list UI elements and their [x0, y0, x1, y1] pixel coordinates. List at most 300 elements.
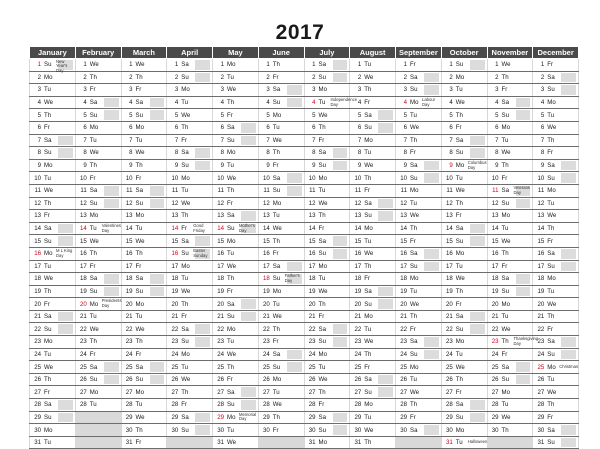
- day-of-week: Mo: [44, 426, 53, 434]
- day-cell: [30, 134, 76, 147]
- day-cell: [441, 134, 487, 147]
- day-cell: [121, 59, 167, 72]
- day-cell-content: [76, 323, 121, 335]
- day-cell: [441, 147, 487, 160]
- day-cell: [396, 273, 442, 286]
- day-cell: [304, 71, 350, 84]
- day-cell-content: [76, 286, 121, 298]
- day-number: 6: [540, 124, 545, 132]
- day-cell-content: [533, 248, 578, 260]
- day-cell-content: [396, 59, 441, 71]
- day-of-week: Th: [455, 199, 463, 207]
- day-cell: [350, 172, 396, 185]
- day-of-week: Sa: [44, 313, 52, 321]
- day-cell-content: [167, 336, 212, 348]
- day-of-week: Su: [501, 287, 509, 295]
- day-number: 27: [262, 388, 270, 396]
- day-cell-content: [213, 97, 258, 109]
- day-cell-content: [259, 210, 304, 222]
- day-cell-content: [259, 273, 304, 285]
- day-number: 5: [403, 111, 407, 119]
- day-number: 4: [312, 99, 316, 107]
- day-cell: [75, 323, 121, 336]
- empty-day-cell: [75, 424, 121, 437]
- day-number: 1: [266, 61, 270, 69]
- day-number: 30: [354, 426, 362, 434]
- day-cell-content: [122, 336, 167, 348]
- day-cell: [75, 147, 121, 160]
- day-cell: [30, 96, 76, 109]
- day-number: 7: [220, 136, 224, 144]
- day-cell-content: [122, 323, 167, 335]
- day-cell: [121, 96, 167, 109]
- day-number: 12: [171, 199, 179, 207]
- day-of-week: Su: [135, 199, 143, 207]
- day-cell-content: [213, 59, 258, 71]
- day-of-week: Sa: [318, 237, 326, 245]
- day-cell: [75, 96, 121, 109]
- day-of-week: Th: [135, 73, 143, 81]
- day-cell-content: [442, 386, 487, 398]
- day-cell: [304, 96, 358, 109]
- day-of-week: Th: [272, 325, 280, 333]
- day-of-week: Mo: [318, 86, 327, 94]
- day-of-week: Tu: [410, 287, 417, 295]
- day-cell: [30, 273, 76, 286]
- day-cell: [258, 84, 304, 97]
- day-cell: [441, 411, 487, 424]
- day-of-week: Fr: [410, 325, 416, 333]
- day-of-week: Tu: [181, 363, 189, 371]
- day-cell: [533, 436, 579, 449]
- day-cell: [121, 71, 167, 84]
- day-number: 3: [495, 86, 499, 94]
- day-row: [30, 247, 579, 260]
- holiday-label: Memorial Day: [239, 411, 257, 422]
- day-cell: [213, 134, 259, 147]
- day-number: 3: [83, 86, 87, 94]
- day-cell: [396, 210, 442, 223]
- day-cell-content: [442, 59, 487, 71]
- day-cell: [304, 184, 350, 197]
- day-cell: [121, 121, 167, 134]
- day-cell-content: [76, 72, 121, 84]
- day-number: 7: [129, 136, 133, 144]
- day-of-week: Fr: [135, 174, 142, 182]
- day-of-week: We: [181, 199, 191, 207]
- day-of-week: Fr: [272, 426, 279, 434]
- day-number: 20: [125, 300, 133, 308]
- day-of-week: We: [272, 136, 282, 144]
- day-number: 26: [171, 376, 179, 384]
- day-number: 23: [217, 338, 224, 346]
- day-number: 15: [491, 237, 499, 245]
- day-cell-content: [259, 311, 304, 323]
- day-number: 4: [403, 99, 407, 107]
- day-number: 14: [537, 225, 545, 233]
- day-of-week: We: [272, 401, 282, 409]
- day-cell-content: [396, 223, 441, 235]
- day-number: 29: [217, 413, 224, 421]
- day-number: 8: [495, 149, 499, 157]
- day-number: 18: [354, 275, 362, 283]
- day-of-week: Su: [455, 61, 464, 69]
- day-cell-content: [488, 109, 533, 121]
- day-number: 2: [220, 73, 224, 81]
- day-cell: [30, 424, 76, 437]
- day-cell: [396, 361, 442, 374]
- day-number: 26: [445, 376, 453, 384]
- day-of-week: Th: [44, 376, 52, 384]
- day-cell-content: [305, 412, 350, 424]
- day-cell: [396, 298, 442, 311]
- day-cell: [441, 210, 487, 223]
- day-cell-content: [488, 97, 533, 109]
- day-of-week: Th: [227, 99, 235, 107]
- day-number: 3: [174, 86, 179, 94]
- day-cell: [121, 436, 167, 449]
- day-number: 18: [217, 275, 224, 283]
- day-number: 13: [400, 212, 407, 220]
- day-cell: [258, 59, 304, 72]
- day-cell: [487, 310, 533, 323]
- day-of-week: Sa: [410, 162, 418, 170]
- day-cell: [441, 247, 487, 260]
- day-number: 18: [308, 275, 316, 283]
- day-of-week: Sa: [547, 250, 555, 258]
- day-of-week: Fr: [318, 136, 325, 144]
- day-cell: [30, 285, 76, 298]
- day-cell-content: [167, 198, 212, 210]
- day-number: 28: [79, 401, 87, 409]
- day-cell-content: [30, 437, 75, 449]
- day-of-week: Mo: [501, 212, 510, 220]
- day-cell: [167, 399, 213, 412]
- day-cell: [533, 109, 579, 122]
- day-of-week: We: [89, 325, 99, 333]
- day-of-week: Sa: [547, 73, 555, 81]
- day-number: 23: [400, 338, 407, 346]
- day-cell: [121, 159, 167, 172]
- day-cell: [487, 71, 533, 84]
- day-cell-content: [259, 336, 304, 348]
- day-cell-content: [488, 223, 533, 235]
- day-number: 12: [491, 199, 499, 207]
- holiday-label: Columbus Day: [467, 159, 487, 170]
- month-header-january: January: [30, 47, 76, 59]
- day-cell-content: [350, 84, 395, 96]
- day-cell: [487, 373, 533, 386]
- day-of-week: We: [547, 212, 557, 220]
- day-of-week: Su: [410, 174, 418, 182]
- day-cell-content: [396, 286, 441, 298]
- day-number: 6: [495, 124, 499, 132]
- day-of-week: Th: [227, 187, 235, 195]
- day-of-week: Tu: [410, 199, 417, 207]
- day-cell-content: [76, 336, 121, 348]
- day-of-week: Su: [227, 225, 235, 233]
- day-cell: [304, 121, 350, 134]
- day-number: 1: [540, 61, 545, 69]
- day-cell: [167, 222, 213, 235]
- day-cell-content: [488, 261, 533, 273]
- day-number: 14: [262, 225, 270, 233]
- day-of-week: Su: [501, 111, 509, 119]
- day-cell-content: [396, 135, 441, 147]
- day-number: 13: [217, 212, 224, 220]
- day-number: 21: [262, 313, 270, 321]
- day-cell: [167, 310, 213, 323]
- day-number: 3: [220, 86, 224, 94]
- day-cell: [350, 323, 396, 336]
- day-cell-content: [396, 298, 441, 310]
- day-cell: [258, 310, 304, 323]
- day-cell: [487, 348, 533, 361]
- day-number: 24: [354, 350, 362, 358]
- day-of-week: Fr: [318, 225, 325, 233]
- day-number: 16: [171, 250, 179, 258]
- day-of-week: Tu: [547, 376, 555, 384]
- day-number: 22: [354, 325, 362, 333]
- day-cell-content: [213, 412, 258, 424]
- day-number: 17: [354, 262, 362, 270]
- day-cell: [213, 222, 259, 235]
- day-number: 11: [171, 187, 179, 195]
- empty-day-cell: [75, 411, 121, 424]
- day-cell: [533, 298, 579, 311]
- day-of-week: Fr: [547, 61, 554, 69]
- day-number: 15: [125, 237, 133, 245]
- day-number: 5: [540, 111, 545, 119]
- day-cell-content: [213, 399, 258, 411]
- day-cell: [441, 260, 487, 273]
- day-number: 6: [312, 124, 316, 132]
- day-cell: [441, 298, 487, 311]
- day-number: 22: [400, 325, 407, 333]
- day-cell-content: [259, 361, 304, 373]
- day-number: 7: [540, 136, 545, 144]
- day-number: 20: [445, 300, 453, 308]
- day-cell: [167, 159, 213, 172]
- day-cell: [487, 121, 533, 134]
- day-cell-content: [533, 59, 578, 71]
- day-cell: [258, 222, 304, 235]
- day-row: [30, 84, 579, 97]
- day-of-week: We: [364, 250, 374, 258]
- day-of-week: Tu: [89, 313, 97, 321]
- day-cell-content: [122, 160, 167, 172]
- day-of-week: Tu: [272, 388, 280, 396]
- day-cell: [167, 411, 213, 424]
- day-cell-content: [533, 399, 578, 411]
- day-of-week: Su: [272, 187, 281, 195]
- day-of-week: Su: [227, 401, 235, 409]
- day-number: 10: [308, 174, 316, 182]
- day-number: 8: [449, 149, 453, 157]
- day-of-week: Su: [318, 338, 326, 346]
- day-number: 6: [357, 124, 362, 132]
- day-cell: [30, 71, 76, 84]
- day-number: 17: [217, 262, 224, 270]
- day-row: [30, 109, 579, 122]
- day-of-week: Su: [44, 325, 52, 333]
- day-of-week: Fr: [44, 124, 50, 132]
- holiday-label: Mother's Day: [239, 222, 255, 233]
- day-cell: [258, 260, 304, 273]
- day-cell-content: [167, 135, 212, 147]
- day-of-week: Fr: [501, 350, 508, 358]
- day-number: 21: [34, 313, 41, 321]
- day-cell-content: [122, 273, 167, 285]
- day-of-week: Mo: [455, 426, 465, 434]
- day-cell: [75, 348, 121, 361]
- day-cell: [30, 84, 76, 97]
- day-cell-content: [488, 172, 533, 184]
- day-cell: [304, 361, 350, 374]
- day-cell: [121, 197, 167, 210]
- day-cell-content: [442, 147, 487, 159]
- day-row: [30, 59, 579, 72]
- day-cell: [441, 336, 487, 349]
- day-number: 27: [34, 388, 41, 396]
- day-number: 27: [217, 388, 224, 396]
- day-row: [30, 361, 579, 374]
- day-cell-content: [396, 147, 441, 159]
- day-number: 26: [308, 376, 316, 384]
- day-of-week: Tu: [89, 401, 97, 409]
- day-cell: [304, 260, 350, 273]
- day-cell: [533, 285, 579, 298]
- day-cell: [533, 134, 579, 147]
- day-cell: [121, 222, 167, 235]
- day-number: 23: [354, 338, 362, 346]
- day-number: 27: [400, 388, 407, 396]
- day-cell-content: [213, 273, 258, 285]
- day-of-week: Th: [410, 136, 418, 144]
- day-number: 4: [449, 99, 453, 107]
- day-row: [30, 210, 579, 223]
- day-number: 24: [125, 350, 133, 358]
- day-of-week: Tu: [135, 225, 143, 233]
- day-of-week: Su: [501, 376, 509, 384]
- day-cell-content: [305, 122, 350, 134]
- day-number: 30: [491, 426, 499, 434]
- day-number: 19: [491, 287, 499, 295]
- day-of-week: Fr: [455, 124, 462, 132]
- day-of-week: We: [318, 287, 328, 295]
- day-number: 24: [79, 350, 87, 358]
- day-number: 10: [445, 174, 453, 182]
- day-number: 13: [537, 212, 545, 220]
- day-of-week: Tu: [181, 275, 189, 283]
- day-cell-content: [350, 59, 395, 71]
- day-cell: [258, 348, 304, 361]
- day-cell: [350, 134, 396, 147]
- day-of-week: Fr: [44, 300, 50, 308]
- day-number: 25: [308, 363, 316, 371]
- day-cell-content: [122, 399, 167, 411]
- day-of-week: Su: [410, 350, 418, 358]
- day-cell-content: [167, 273, 212, 285]
- day-cell-content: [213, 424, 258, 436]
- day-cell: [533, 235, 579, 248]
- day-cell: [350, 285, 396, 298]
- day-number: 11: [492, 187, 499, 195]
- day-cell-content: [488, 135, 533, 147]
- day-cell-content: [533, 386, 578, 398]
- day-cell: [487, 147, 533, 160]
- day-cell: [167, 285, 213, 298]
- day-of-week: Sa: [181, 149, 189, 157]
- day-number: 5: [220, 111, 224, 119]
- day-of-week: Mo: [44, 162, 53, 170]
- day-cell-content: [442, 298, 487, 310]
- day-of-week: We: [135, 413, 145, 421]
- day-cell: [304, 298, 350, 311]
- day-number: 1: [220, 61, 224, 69]
- day-cell-content: [122, 361, 167, 373]
- day-number: 16: [262, 250, 270, 258]
- day-row: [30, 336, 579, 349]
- day-cell-content: [30, 72, 75, 84]
- day-cell-content: [533, 84, 578, 96]
- day-of-week: We: [227, 86, 237, 94]
- day-cell-content: [488, 298, 533, 310]
- day-cell-content: [76, 349, 121, 361]
- day-of-week: Mo: [181, 86, 190, 94]
- day-number: 16: [354, 250, 362, 258]
- day-cell-content: [533, 336, 578, 348]
- day-row: [30, 96, 579, 109]
- holiday-label: Halloween: [467, 439, 488, 445]
- day-number: 2: [266, 73, 270, 81]
- day-of-week: Mo: [272, 111, 282, 119]
- day-cell-content: [30, 424, 75, 436]
- day-of-week: Fr: [227, 376, 233, 384]
- day-cell-content: [305, 109, 350, 121]
- day-of-week: Th: [89, 162, 97, 170]
- day-number: 14: [171, 225, 179, 233]
- day-number: 19: [354, 287, 362, 295]
- day-cell-content: [30, 311, 75, 323]
- day-cell: [258, 298, 304, 311]
- day-cell-content: [213, 374, 258, 386]
- day-cell: [396, 323, 442, 336]
- day-cell: [304, 247, 350, 260]
- day-cell-content: [213, 437, 258, 449]
- day-cell-content: [396, 72, 441, 84]
- day-cell-content: [167, 412, 212, 424]
- day-of-week: Th: [455, 111, 463, 119]
- day-cell: [30, 411, 76, 424]
- day-of-week: Fr: [181, 401, 188, 409]
- day-number: 4: [540, 99, 545, 107]
- day-number: 19: [445, 287, 453, 295]
- day-cell: [75, 134, 121, 147]
- calendar-body: [30, 59, 579, 449]
- day-cell-content: [76, 59, 121, 71]
- day-of-week: Sa: [547, 162, 555, 170]
- day-row: [30, 285, 579, 298]
- day-cell: [533, 361, 579, 374]
- day-cell: [75, 109, 121, 122]
- day-number: 22: [34, 325, 41, 333]
- day-cell-content: [488, 374, 533, 386]
- day-of-week: Mo: [89, 212, 99, 220]
- day-of-week: Fr: [547, 413, 554, 421]
- day-cell: [213, 361, 259, 374]
- day-cell-content: [533, 437, 578, 449]
